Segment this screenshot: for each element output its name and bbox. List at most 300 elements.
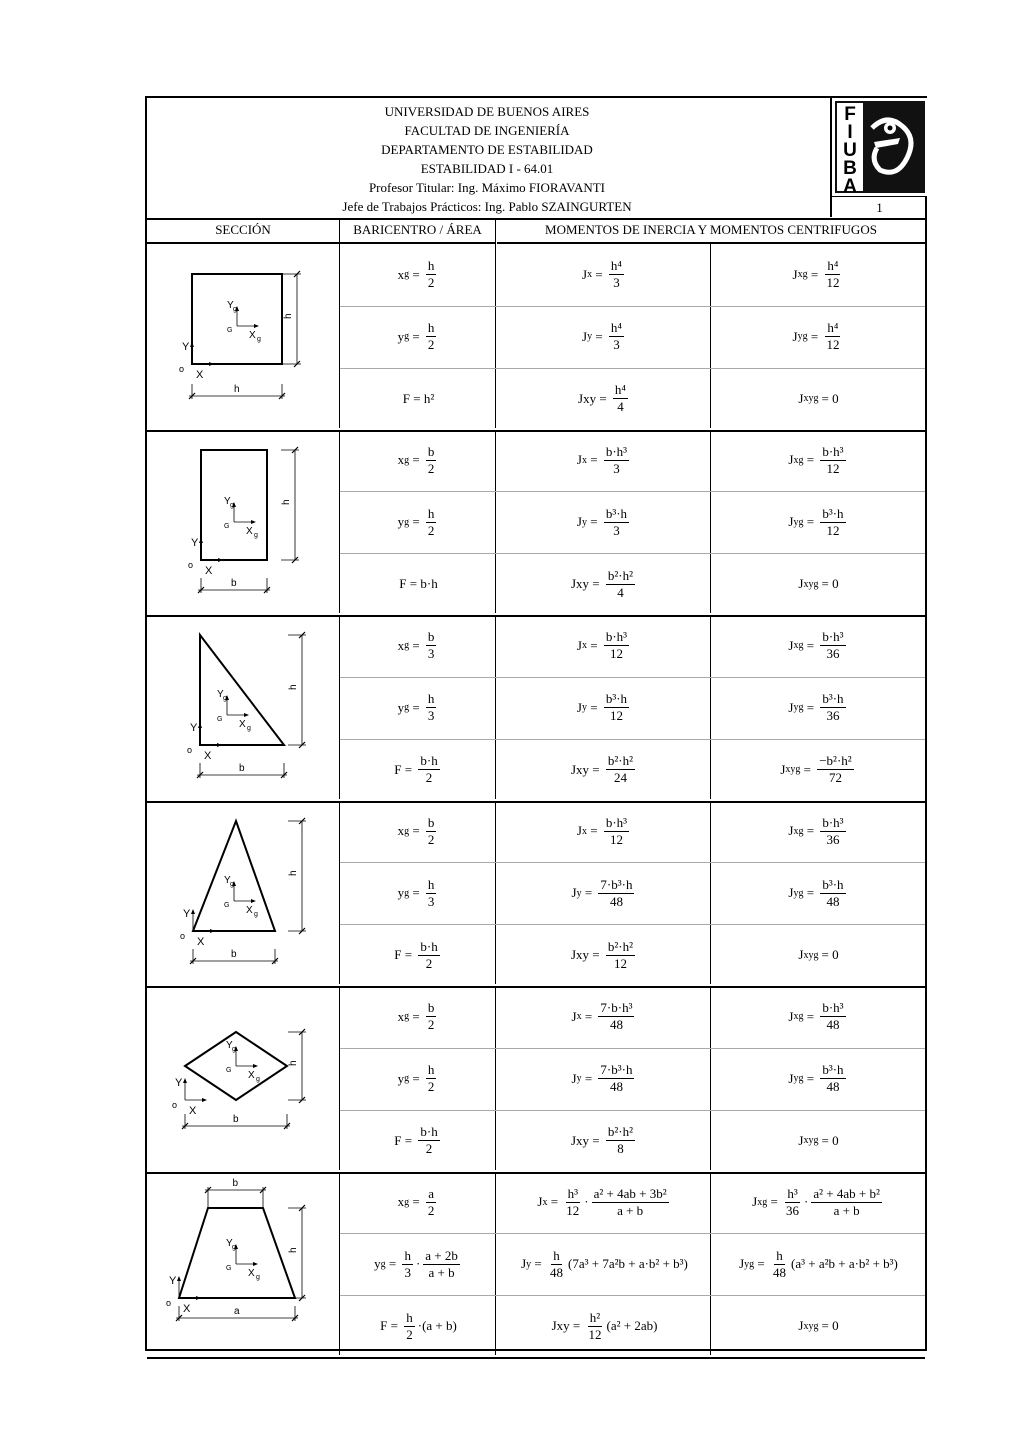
formula-subscript: g [404, 331, 410, 343]
formula-cell [340, 244, 497, 306]
equals-sign: = [589, 761, 603, 777]
formula-text: = 0 [821, 1132, 839, 1148]
formula-cell [497, 1110, 712, 1172]
formula-text: = 0 [821, 947, 839, 963]
base-dimension-label: b [231, 577, 237, 589]
centroid-label: G [224, 901, 230, 909]
fraction-denominator: 48 [773, 1264, 786, 1280]
fraction-numerator: b·h³ [822, 814, 844, 830]
formula-lhs: J [788, 637, 794, 653]
formula-cell [712, 986, 925, 1048]
equals-sign: = [409, 699, 423, 715]
fraction [820, 877, 845, 910]
formula [403, 391, 434, 407]
fraction-numerator: b·h³ [822, 443, 844, 459]
formula-lhs: J [780, 761, 786, 777]
fraction-numerator: b³·h [822, 691, 844, 707]
formula-cell [712, 1172, 925, 1234]
fraction-denominator: 24 [613, 770, 627, 786]
fraction [426, 1062, 437, 1095]
formula-subscript: xyg [785, 764, 801, 776]
fraction [418, 1124, 439, 1157]
formula [398, 1000, 440, 1033]
formula-subscript: xg [793, 1011, 804, 1023]
formula-lhs: Jxy [570, 761, 590, 777]
formula-lhs: y [397, 699, 405, 715]
y-axis-arrowhead [191, 909, 195, 914]
fraction-numerator: b·h³ [605, 629, 628, 645]
formula-lhs: J [576, 514, 582, 530]
fraction-denominator: 48 [609, 893, 623, 909]
fraction-denominator: 3 [613, 522, 620, 538]
fraction-denominator: 2 [425, 1141, 433, 1157]
formula-lhs: J [571, 1008, 577, 1024]
formula-lhs: J [576, 637, 582, 653]
fraction [426, 1186, 437, 1219]
equals-sign: = [401, 1132, 416, 1148]
height-dimension-label: h [288, 684, 299, 690]
fraction [820, 1062, 845, 1095]
formula [793, 258, 845, 291]
fraction-secondary-denominator: a + b [833, 1202, 860, 1218]
fraction-numerator: h [427, 505, 435, 521]
section-right-triangle [147, 615, 925, 803]
fraction-denominator: 48 [826, 1079, 840, 1095]
fraction [404, 1310, 415, 1343]
formula-subscript: g [404, 516, 410, 528]
fraction [606, 1124, 635, 1157]
formula-cell [712, 430, 925, 492]
yg-subscript: g [230, 501, 234, 509]
formula-lhs: J [788, 699, 794, 715]
formula [571, 753, 638, 786]
formula-subscript: g [404, 887, 410, 899]
fraction [426, 320, 437, 353]
formula-subscript: yg [793, 887, 804, 899]
fraction [820, 1000, 845, 1033]
xg-label: X [248, 1267, 255, 1279]
xg-subscript: g [256, 1273, 260, 1281]
yg-subscript: g [230, 880, 234, 888]
equals-sign: = [592, 266, 606, 282]
formula-cell [712, 1295, 925, 1357]
fraction-denominator: 3 [613, 460, 620, 476]
formula-cell [497, 306, 712, 368]
formula [788, 877, 848, 910]
formula-cell [340, 677, 497, 739]
formula-subscript: g [380, 1258, 386, 1270]
formula-lhs: J [788, 1008, 794, 1024]
formula-lhs: J [571, 885, 577, 901]
xg-label: X [249, 330, 256, 341]
base-dimension-label: h [234, 384, 240, 395]
equals-sign: = [409, 328, 423, 344]
yg-label: Y [227, 300, 234, 311]
formula-cell [712, 924, 925, 986]
formula-subscript: y [581, 702, 587, 714]
fraction [820, 815, 845, 848]
fraction-denominator: 12 [609, 708, 623, 724]
xg-arrowhead [253, 1064, 258, 1068]
yg-subscript: g [232, 1243, 236, 1251]
x-axis-label: X [197, 935, 205, 948]
fraction-denominator: 2 [427, 337, 435, 353]
formula-lhs: J [788, 514, 794, 530]
equals-sign: = [581, 885, 596, 901]
fraction-secondary-numerator: a + 2b [425, 1247, 458, 1263]
fraction-numerator: b [427, 814, 435, 830]
fraction [820, 691, 845, 724]
formula-cell [340, 1110, 497, 1172]
fraction-denominator: 12 [613, 955, 627, 971]
fraction [609, 258, 624, 291]
formula-subscript: xg [793, 825, 804, 837]
fraction-numerator: h³ [567, 1185, 578, 1201]
fraction [820, 444, 845, 477]
section-diagram-isosceles-triangle [147, 801, 339, 985]
fraction-denominator: 48 [609, 1079, 623, 1095]
fraction-numerator: 7·b³·h [600, 1062, 633, 1078]
formula-lhs: x [397, 452, 405, 468]
fraction-numerator: b³·h [822, 1062, 844, 1078]
formula [521, 1248, 688, 1281]
fraction-denominator: 48 [826, 1017, 840, 1033]
equals-sign: = [409, 452, 423, 468]
formula [577, 506, 632, 539]
department-name: DEPARTAMENTO DE ESTABILIDAD [381, 142, 593, 157]
formula-cell [712, 862, 925, 924]
formula-subscript: g [404, 702, 410, 714]
equals-sign: = [409, 1194, 423, 1210]
section-diagram-rhombus [147, 986, 339, 1170]
formula-tail: (a² + 2ab) [606, 1318, 658, 1334]
formula-lhs: x [397, 266, 405, 282]
fraction-denominator: 3 [613, 275, 620, 291]
yg-label: Y [224, 495, 231, 507]
formula-lhs: F [394, 761, 402, 777]
fraction-denominator: 2 [425, 770, 433, 786]
formula-lhs: y [397, 514, 405, 530]
formula-lhs: y [397, 328, 405, 344]
formula-subscript: x [576, 1011, 582, 1023]
fraction-denominator: 2 [427, 1017, 435, 1033]
formula-cell [712, 306, 925, 368]
formula-cell [340, 491, 497, 553]
equals-sign: = [401, 761, 416, 777]
x-axis-arrowhead [196, 1296, 201, 1300]
fraction-numerator: b·h [420, 1124, 438, 1140]
formula [394, 939, 442, 972]
fraction-numerator: h⁴ [827, 320, 839, 336]
fraction [418, 753, 439, 786]
formula-text: F = b·h [399, 576, 438, 592]
equals-sign: = [385, 1256, 400, 1272]
y-axis-arrowhead [198, 723, 202, 728]
formula-subscript: g [404, 269, 410, 281]
fraction-numerator: b [427, 443, 435, 459]
formula-text: = 0 [821, 1318, 839, 1334]
fraction [598, 877, 634, 910]
formula [537, 1186, 671, 1219]
formula [398, 815, 440, 848]
formula-cell [712, 553, 925, 615]
fraction-denominator: 36 [826, 831, 840, 847]
fraction-numerator: b²·h² [607, 938, 634, 954]
fraction-denominator: 2 [425, 955, 433, 971]
centroid-label: G [226, 1264, 232, 1272]
formula [572, 1000, 638, 1033]
formula-lhs: J [798, 390, 804, 406]
formula-subscript: y [576, 1073, 582, 1085]
logo-letter-u: U [843, 140, 857, 161]
base-dimension-label: a [234, 1305, 240, 1317]
fraction-denominator: 2 [427, 1079, 435, 1095]
formula [788, 1062, 848, 1095]
equals-sign: = [592, 328, 606, 344]
section-diagram-right-triangle [147, 615, 339, 799]
equals-sign: = [586, 823, 601, 839]
formula-cell [712, 368, 925, 430]
shape-outline [179, 1208, 295, 1298]
jtp-line: Jefe de Trabajos Prácticos: Ing. Pablo SZAINGURTEN [342, 199, 632, 214]
logo-letter-a: A [843, 176, 857, 196]
height-dimension-label: h [288, 1060, 299, 1066]
formula-cell [340, 1048, 497, 1110]
formula-subscript: xyg [803, 949, 819, 961]
fraction-denominator: 12 [588, 1326, 602, 1342]
formula-cell [712, 244, 925, 306]
formula-cell [712, 1233, 925, 1295]
fraction [426, 877, 437, 910]
fraction-denominator: 36 [826, 646, 840, 662]
formula-subscript: yg [744, 1258, 755, 1270]
course-name: ESTABILIDAD I - 64.01 [420, 161, 554, 176]
formula-lhs: J [521, 1256, 527, 1272]
section-isosceles-triangle [147, 801, 925, 989]
formula-cell [497, 244, 712, 306]
fraction-denominator: 4 [617, 584, 624, 600]
formula-cell [497, 1172, 712, 1234]
formula-cell [340, 1295, 497, 1357]
centroid-label: G [226, 1067, 232, 1074]
fraction-denominator: 2 [427, 460, 435, 476]
x-axis-arrowhead [210, 929, 215, 933]
equals-sign: = [409, 823, 423, 839]
formula [399, 576, 437, 592]
fraction [824, 320, 841, 353]
fraction-numerator: b²·h² [607, 1124, 634, 1140]
fraction [426, 506, 437, 539]
formula-cell [340, 368, 497, 430]
fraction-denominator: 2 [427, 1202, 435, 1218]
formula-cell [712, 739, 925, 801]
xg-subscript: g [254, 531, 258, 539]
formula-cell [497, 986, 712, 1048]
y-axis-arrowhead [190, 342, 194, 347]
formula-cell [712, 1048, 925, 1110]
fraction-denominator: 12 [826, 337, 840, 353]
formula-cell [497, 801, 712, 863]
height-dimension-label: h [288, 869, 299, 876]
university-name: UNIVERSIDAD DE BUENOS AIRES [384, 104, 590, 119]
formula-table [145, 96, 927, 1351]
multiply-dot: · [415, 1256, 421, 1272]
faculty-name: FACULTAD DE INGENIERÍA [404, 123, 570, 138]
fraction [586, 1310, 603, 1343]
formula-subscript: xyg [803, 393, 819, 405]
xg-label: X [246, 525, 253, 537]
base-dimension-label: b [233, 1114, 239, 1125]
fraction-denominator: 2 [427, 522, 435, 538]
fraction-numerator: h⁴ [610, 320, 622, 336]
fraction-numerator: h⁴ [827, 258, 839, 274]
equals-sign: = [803, 452, 818, 468]
formula [577, 815, 632, 848]
fraction-denominator: 12 [566, 1202, 580, 1218]
formula-cell [712, 677, 925, 739]
formula [788, 1000, 848, 1033]
fraction [613, 382, 628, 415]
column-header-section: SECCIÓN [147, 218, 340, 244]
formula-lhs: J [788, 823, 794, 839]
x-axis-label: X [205, 564, 213, 577]
formula-subscript: xg [757, 1196, 768, 1208]
formula-lhs: F [394, 947, 402, 963]
formula [398, 258, 440, 291]
origin-label: o [180, 930, 186, 941]
fraction-numerator: b³·h [605, 505, 628, 521]
fraction-numerator: 7·b·h³ [600, 1000, 633, 1016]
formula-cell [340, 553, 497, 615]
xg-label: X [239, 719, 246, 730]
x-axis-arrowhead [202, 1098, 207, 1102]
formula-lhs: J [798, 576, 804, 592]
formula [788, 506, 848, 539]
formula-subscript: g [404, 640, 410, 652]
equals-sign: = [387, 1318, 402, 1334]
fraction-numerator: b·h³ [605, 814, 628, 830]
formula-lhs: J [792, 328, 798, 344]
fraction [426, 691, 437, 724]
fiuba-logo-graphic [832, 98, 927, 196]
fraction-denominator: 2 [406, 1326, 413, 1342]
equals-sign: = [589, 576, 603, 592]
fraction-secondary [423, 1248, 460, 1281]
fraction-numerator: h⁴ [614, 382, 626, 398]
formula [398, 691, 440, 724]
fraction [426, 258, 437, 291]
logo-letter-b: B [843, 158, 857, 179]
fraction [402, 1248, 413, 1281]
fraction-numerator: h [427, 876, 435, 892]
xg-subscript: g [254, 910, 258, 918]
formula-subscript: yg [793, 516, 804, 528]
formula [572, 1062, 638, 1095]
formula [398, 629, 440, 662]
formula [398, 320, 440, 353]
formula-tail: (a³ + a²b + a·b² + b³) [791, 1256, 898, 1272]
formula [552, 1310, 658, 1343]
formula-subscript: xg [793, 454, 804, 466]
section-rectangle [147, 430, 925, 618]
fraction-denominator: 12 [609, 646, 623, 662]
yg-label: Y [226, 1040, 233, 1051]
equals-sign: = [807, 328, 822, 344]
formula [578, 382, 631, 415]
formula-subscript: yg [797, 331, 808, 343]
formula [380, 1310, 457, 1343]
formula-lhs: Jxy [551, 1318, 570, 1334]
formula [582, 258, 627, 291]
fraction-numerator: h [776, 1247, 783, 1263]
equals-sign: = [586, 452, 601, 468]
fraction-denominator: 2 [427, 275, 435, 291]
fraction-numerator: b·h [420, 753, 438, 769]
equals-sign: = [409, 266, 423, 282]
fraction-denominator: 12 [826, 522, 840, 538]
xg-subscript: g [257, 336, 261, 343]
formula-cell [340, 430, 497, 492]
formula-cell [712, 491, 925, 553]
fraction-numerator: b·h³ [605, 443, 628, 459]
fraction-numerator: h³ [787, 1185, 798, 1201]
equals-sign: = [581, 1070, 596, 1086]
formula-lhs: J [792, 266, 798, 282]
formula-cell [712, 801, 925, 863]
formula [398, 1062, 440, 1095]
equals-sign: = [409, 1008, 423, 1024]
fraction [426, 629, 437, 662]
fraction [598, 1062, 634, 1095]
formula-lhs: J [798, 947, 804, 963]
fraction-numerator: h [427, 691, 435, 707]
formula-cell [340, 739, 497, 801]
fraction-numerator: h⁴ [610, 258, 622, 274]
equals-sign: = [569, 1318, 584, 1334]
yg-label: Y [226, 1237, 233, 1249]
equals-sign: = [767, 1194, 782, 1210]
fraction-secondary-denominator: a + b [617, 1202, 644, 1218]
formula-lhs: J [788, 452, 794, 468]
fraction-numerator: h [427, 1062, 435, 1078]
yg-subscript: g [232, 1046, 236, 1053]
formula-lhs: x [397, 1008, 405, 1024]
formula-subscript: g [404, 1196, 410, 1208]
equals-sign: = [803, 1070, 818, 1086]
formula-lhs: x [397, 637, 405, 653]
equals-sign: = [807, 266, 822, 282]
equals-sign: = [409, 514, 423, 530]
formula [739, 1248, 898, 1281]
fraction [606, 753, 635, 786]
y-axis-label: Y [183, 907, 191, 920]
formula-subscript: y [526, 1258, 532, 1270]
height-dimension-label: h [283, 313, 294, 319]
formula [398, 444, 440, 477]
fraction-numerator: b²·h² [607, 567, 634, 583]
formula-cell [340, 801, 497, 863]
y-axis-label: Y [175, 1077, 183, 1089]
equals-sign: = [409, 1070, 423, 1086]
fraction [604, 691, 629, 724]
fraction-numerator: b³·h [605, 691, 628, 707]
fraction-numerator: h [406, 1309, 413, 1325]
yg-subscript: g [233, 306, 237, 313]
origin-label: o [179, 364, 185, 374]
origin-label: o [188, 559, 194, 570]
formula-subscript: g [404, 1073, 410, 1085]
formula-cell [712, 1110, 925, 1172]
